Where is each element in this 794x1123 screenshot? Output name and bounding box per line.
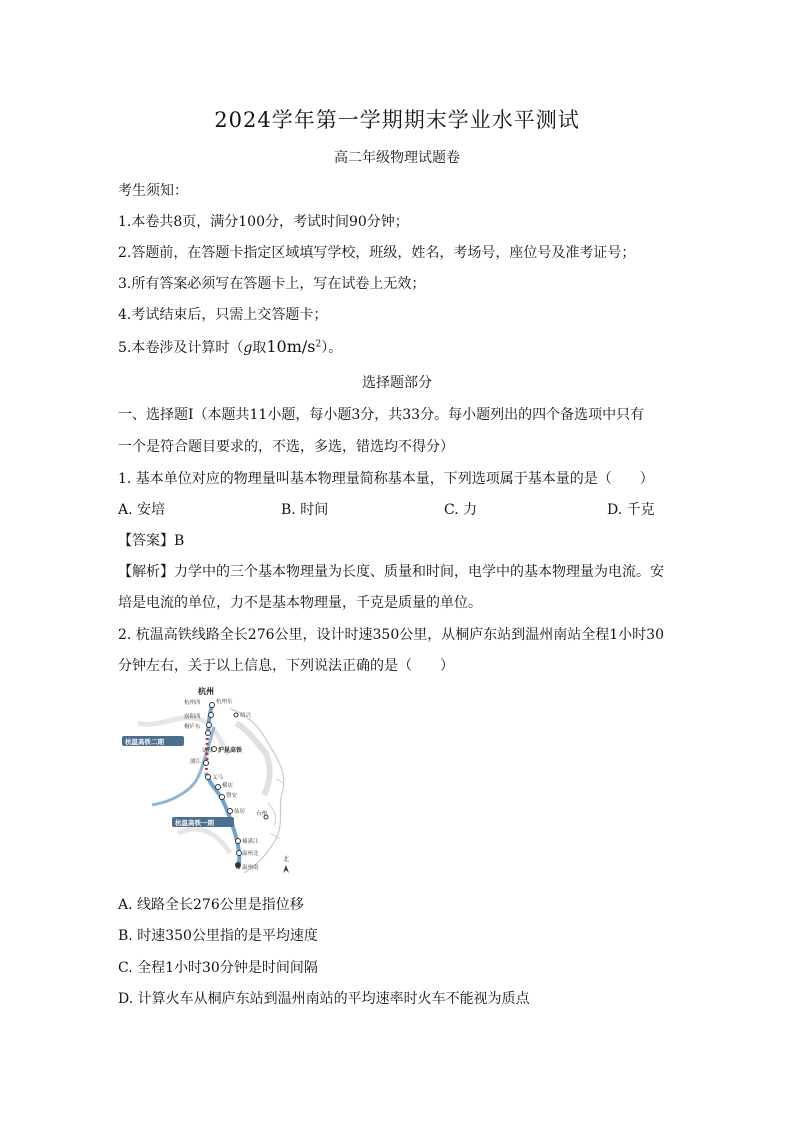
map-station-label: 义乌: [212, 775, 224, 781]
phase2-label: 杭温高铁二期: [125, 738, 164, 746]
page-title: 2024学年第一学期期末学业水平测试: [214, 108, 580, 132]
map-station-label: 温州南: [242, 865, 259, 871]
station-marker: [209, 713, 214, 718]
station-marker: [216, 785, 221, 790]
notice-item: 3.所有答案必须写在答题卡上，写在试卷上无效；: [118, 276, 426, 292]
question-2-option-b: B. 时速350公里指的是平均速度: [118, 928, 318, 944]
station-marker: [228, 809, 233, 814]
question-1-answer: 【答案】B: [118, 533, 185, 549]
question-2-option-d: D. 计算火车从桐庐东站到温州南站的平均速率时火车不能视为质点: [118, 991, 530, 1007]
map-station-label: 温州北: [242, 851, 259, 857]
notice-item: 4.考试结束后，只需上交答题卡；: [118, 307, 328, 323]
station-marker: [220, 795, 225, 800]
section-title: 选择题部分: [362, 375, 432, 391]
map-station-label: 磐安: [226, 793, 238, 799]
north-label: 北: [283, 856, 290, 863]
notice-heading: 考生须知：: [118, 183, 188, 199]
map-place-label: 绍兴: [240, 713, 252, 719]
question-2-stem: 2. 杭温高铁线路全长276公里，设计时速350公里，从桐庐东站到温州南站全程1小时30: [118, 627, 664, 643]
map-station-label: 诸暨: [202, 748, 214, 754]
station-marker: [204, 761, 209, 766]
section-instructions: 一、选择题Ⅰ（本题共11小题，每小题3分，共33分。每小题列出的四个备选项中只有: [118, 407, 645, 423]
map-station-label: 富阳西: [184, 714, 201, 720]
question-2-option-a: A. 线路全长276公里是指位移: [118, 897, 304, 913]
map-station-label: 浦江: [190, 759, 202, 765]
question-2-stem: 分钟左右，关于以上信息，下列说法正确的是（ ）: [118, 658, 454, 674]
map-line-label: 沪昆高铁: [218, 747, 243, 754]
section-instructions: 一个是符合题目要求的，不选，多选，错选均不得分）: [118, 439, 454, 455]
question-1-stem: 1. 基本单位对应的物理量叫基本物理量简称基本量，下列选项属于基本量的是（ ）: [118, 471, 654, 487]
question-2-option-c: C. 全程1小时30分钟是时间间隔: [118, 960, 318, 976]
question-1-option-b: B. 时间: [281, 502, 329, 518]
map-station-label: 仙居: [234, 809, 246, 815]
map-station-label: 桐庐东: [184, 724, 201, 730]
question-1-option-c: C. 力: [444, 502, 478, 518]
station-marker: [236, 839, 241, 844]
station-marker: [237, 851, 242, 856]
station-marker: [206, 775, 211, 780]
map-place-label: 台州: [256, 811, 268, 817]
page-subtitle: 高二年级物理试题卷: [334, 150, 460, 166]
question-1-analysis: 【解析】力学中的三个基本物理量为长度、质量和时间，电学中的基本物理量为电流。安: [118, 564, 664, 580]
map-station-label: 横店: [222, 783, 234, 789]
map-station-label: 楠溪江: [242, 839, 259, 845]
station-marker: [210, 703, 215, 708]
notice-item: 1.本卷共8页，满分100分，考试时间90分钟；: [118, 214, 409, 230]
map-city-label: 杭州: [198, 687, 214, 696]
station-marker: [235, 862, 241, 868]
station-marker: [207, 723, 212, 728]
question-1-option-d: D. 千克: [607, 502, 655, 518]
question-1-analysis: 培是电流的单位，力不是基本物理量，千克是质量的单位。: [118, 595, 482, 611]
map-station-label: 杭州西: [184, 700, 201, 706]
station-marker: [206, 731, 211, 736]
map-station-label: 杭州东: [216, 699, 233, 705]
question-1-option-a: A. 安培: [118, 502, 166, 518]
phase1-label: 杭温高铁一期: [175, 819, 214, 827]
notice-item-gravity: 5.本卷涉及计算时（g取$10m/s^2$）。: [118, 337, 343, 356]
railway-map: [118, 683, 294, 875]
notice-item: 2.答题前，在答题卡指定区域填写学校，班级，姓名，考场号，座位号及准考证号；: [118, 245, 636, 261]
